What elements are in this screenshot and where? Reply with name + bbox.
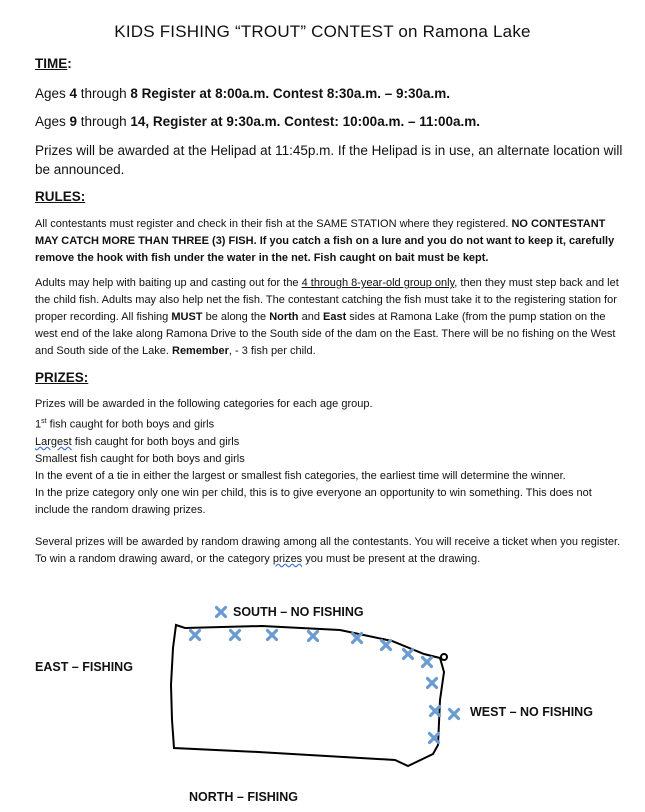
- page-title: KIDS FISHING “TROUT” CONTEST on Ramona Lake: [114, 22, 531, 41]
- rules-heading: RULES:: [35, 189, 86, 204]
- no-fishing-x-icon: [191, 631, 200, 640]
- r2east: East: [323, 311, 347, 323]
- map-label-north: NORTH – FISHING: [189, 790, 299, 804]
- r2must: MUST: [171, 311, 203, 323]
- pfa: 1: [35, 418, 42, 431]
- no-fishing-x-icon: [404, 650, 413, 659]
- r2b: , then they must step back and let the child fish. Adults may also help net the fish. The contestant catching the fish must take it to the registering station for proper recording. All fishing: [35, 277, 619, 323]
- r2e: sides at Ramona Lake (from the pump station on the west end of the lake along Ramona Drive to the South side of the dam on the East. There will be no fishing on the West and South side of the Lake.: [35, 311, 616, 357]
- pdb: you must be present at the drawing.: [302, 553, 481, 565]
- r1b: NO CONTESTANT MAY CATCH MORE THAN THREE (3) FISH. If you catch a fish on a lure and you do not want to keep it, carefully remove the hook with fish under the water in the net. Fish caught on bait must be kept.: [35, 218, 615, 264]
- no-fishing-x-icon: [428, 679, 437, 688]
- no-fishing-x-icon: [353, 634, 362, 643]
- prizes-intro: Prizes will be awarded in the following categories for each age group.: [35, 398, 373, 410]
- t2b: 9: [69, 114, 78, 129]
- prize-tie-rule: In the event of a tie in either the largest or smallest fish categories, the earliest time will determine the winner.: [35, 469, 566, 482]
- t1d: 8 Register at 8:00a.m. Contest 8:30a.m. – 9:30a.m.: [130, 86, 450, 101]
- t2a: Ages: [35, 114, 70, 129]
- lake-shoreline: [171, 625, 444, 766]
- t1c: through: [77, 86, 131, 101]
- no-fishing-x-icon: [309, 632, 318, 641]
- no-fishing-x-icon: [217, 608, 226, 617]
- r2u: 4 through 8-year-old group only: [301, 277, 455, 289]
- time-heading-text: TIME: [35, 56, 68, 71]
- no-fishing-x-icon: [268, 631, 277, 640]
- prizes-heading: PRIZES:: [35, 370, 89, 385]
- r2north: North: [269, 311, 299, 323]
- pda: Several prizes will be awarded by random drawing among all the contestants. You will receive a ticket when you register. To win a random drawing award, or the category: [35, 536, 621, 565]
- no-fishing-x-icon: [450, 710, 459, 719]
- r2f: , - 3 fish per child.: [228, 345, 316, 357]
- t2c: through: [77, 114, 131, 129]
- map-label-east: EAST – FISHING: [35, 660, 133, 674]
- pfb: fish caught for both boys and girls: [46, 418, 215, 431]
- no-fishing-x-icon: [430, 734, 439, 743]
- prizes-location-note: Prizes will be awarded at the Helipad at 11:45p.m. If the Helipad is in use, an alternate location will be announced.: [35, 143, 623, 177]
- no-fishing-x-icon: [231, 631, 240, 640]
- t1b: 4: [69, 86, 78, 101]
- pdu: prizes: [272, 553, 303, 565]
- map-label-south: SOUTH – NO FISHING: [233, 605, 364, 619]
- t2d: 14, Register at 9:30a.m. Contest: 10:00a.m. – 11:00a.m.: [130, 114, 481, 129]
- r2a: Adults may help with baiting up and casting out for the: [35, 277, 302, 289]
- no-fishing-x-icon: [382, 641, 391, 650]
- pfsup: st: [41, 418, 47, 425]
- no-fishing-x-icon: [423, 658, 432, 667]
- r1a: All contestants must register and check in their fish at the SAME STATION where they registered.: [35, 218, 512, 230]
- no-fishing-x-icon: [431, 707, 440, 716]
- pla: Largest: [35, 435, 72, 448]
- prize-smallest-fish: Smallest fish caught for both boys and girls: [35, 452, 245, 465]
- time-heading-colon: :: [67, 56, 72, 71]
- map-label-west: WEST – NO FISHING: [470, 705, 593, 719]
- t1a: Ages: [35, 86, 70, 101]
- r2d: and: [298, 311, 323, 323]
- lake-shoreline-knob: [441, 654, 447, 660]
- prize-one-win-rule: In the prize category only one win per child, this is to give everyone an opportunity to win something. This does not include the random drawing prizes.: [35, 486, 592, 516]
- r2c: be along the: [202, 311, 270, 323]
- r2remember: Remember: [172, 345, 229, 357]
- plb: fish caught for both boys and girls: [71, 435, 240, 448]
